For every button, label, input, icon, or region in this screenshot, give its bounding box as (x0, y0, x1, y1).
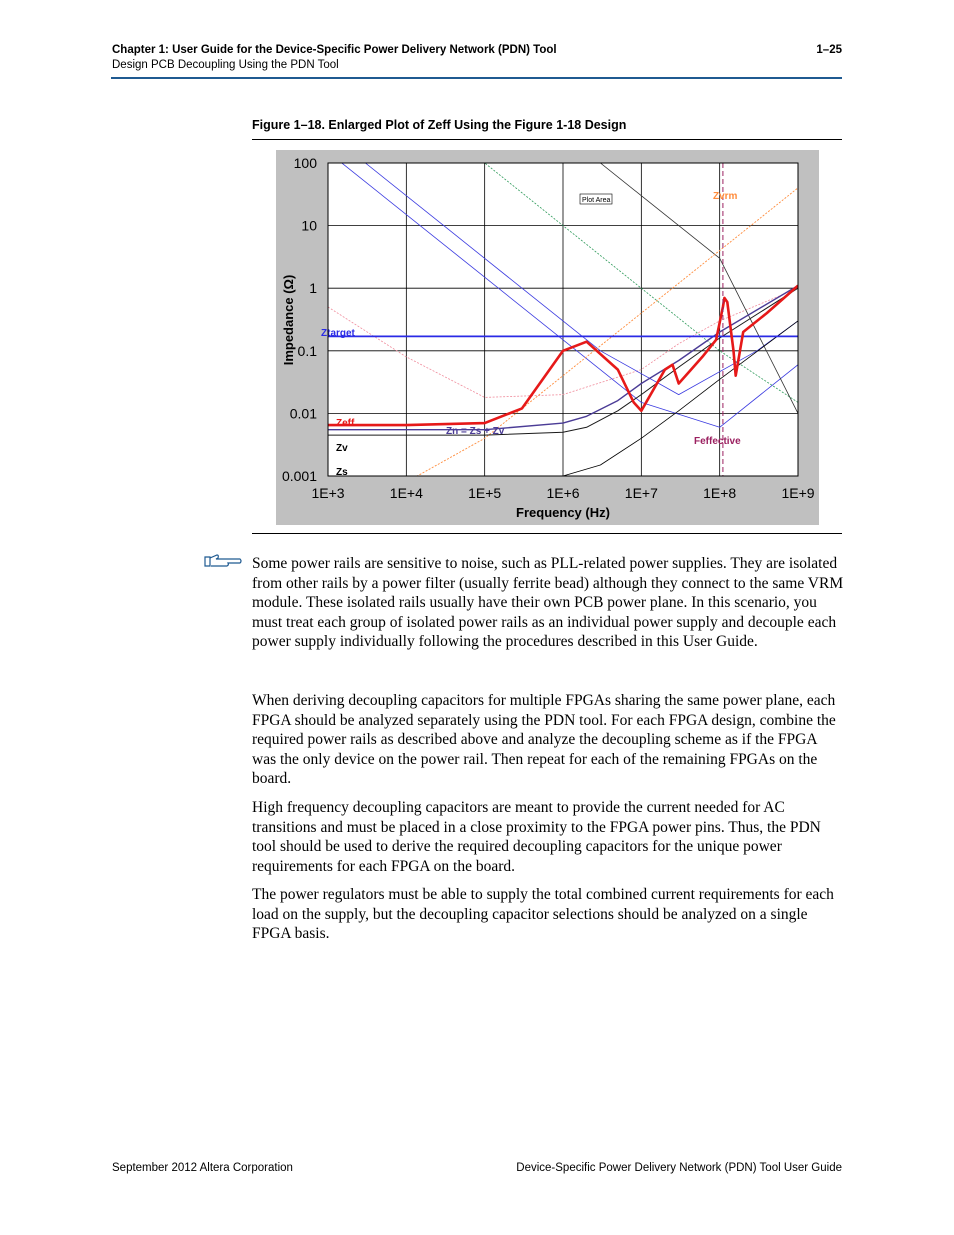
paragraph-power-regulators: The power regulators must be able to supply the total combined current requirements for each load on the supply, but the decoupling capacitor selections should be analyzed on a single FPGA basis. (252, 886, 834, 943)
annotation-zvrm: Zvrm (713, 191, 738, 202)
annotation-ztarget: Ztarget (321, 328, 355, 339)
header-section-title: Design PCB Decoupling Using the PDN Tool (112, 59, 339, 71)
x-tick-label: 1E+7 (624, 485, 658, 501)
plot-area-label: Plot Area (582, 197, 611, 204)
figure-rule-bottom (252, 533, 842, 534)
annotation-zeff: Zeff (336, 418, 355, 429)
page-number: 1–25 (816, 44, 842, 56)
annotation-zv: Zv (336, 443, 348, 454)
annotation-zn-zs-zv: Zn = Zs + Zv (446, 426, 505, 437)
y-axis-label: Impedance (Ω) (281, 274, 296, 366)
y-tick-label: 100 (293, 155, 317, 171)
x-tick-label: 1E+5 (468, 485, 502, 501)
x-tick-label: 1E+9 (781, 485, 815, 501)
x-tick-label: 1E+6 (546, 485, 580, 501)
y-tick-label: 1 (309, 280, 317, 297)
x-tick-label: 1E+4 (389, 485, 423, 501)
y-tick-label: 0.1 (297, 342, 317, 359)
note-text: Some power rails are sensitive to noise, such as PLL-related power supplies. They are isolated from other rails by a power filter (usually ferrite bead) although they connect to the same VRM module. These isolated rails usually have their own PCB power plane. In this scenario, you must treat each group of isolated power rails as an individual power supply and decouple each power supply individually following the procedures described in this User Guide. (252, 555, 844, 651)
x-tick-label: 1E+3 (311, 485, 345, 501)
x-tick-label: 1E+8 (703, 485, 737, 501)
header-rule (111, 77, 842, 79)
pointing-hand-icon (203, 553, 243, 569)
footer-document-title: Device-Specific Power Delivery Network (PDN) Tool User Guide (516, 1162, 842, 1174)
annotation-zs: Zs (336, 467, 348, 478)
impedance-chart (276, 150, 819, 525)
footer-date-company: September 2012 Altera Corporation (112, 1162, 293, 1174)
figure-caption: Figure 1–18. Enlarged Plot of Zeff Using the Figure 1-18 Design (252, 118, 627, 132)
paragraph-high-frequency: High frequency decoupling capacitors are meant to provide the current needed for AC transitions and must be placed in a close proximity to the FPGA power pins. Thus, the PDN tool should be used to derive the required decoupling capacitors for the unique power requirements for each FPGA on the board. (252, 799, 821, 875)
y-tick-label: 10 (301, 217, 317, 234)
figure-rule-top (252, 139, 842, 140)
x-axis-label: Frequency (Hz) (516, 505, 610, 520)
annotation-feffective: Feffective (694, 436, 741, 447)
header-chapter-title: Chapter 1: User Guide for the Device-Specific Power Delivery Network (PDN) Tool (112, 44, 557, 56)
paragraph-multiple-fpgas: When deriving decoupling capacitors for multiple FPGAs sharing the same power plane, each FPGA should be analyzed separately using the PDN tool. For each FPGA design, combine the required power rails as described above and analyze the decoupling scheme as if the FPGA was the only device on the power rail. Then repeat for each of the remaining FPGAs on the board. (252, 692, 836, 788)
y-tick-label: 0.001 (281, 468, 317, 484)
y-tick-label: 0.01 (289, 405, 317, 422)
